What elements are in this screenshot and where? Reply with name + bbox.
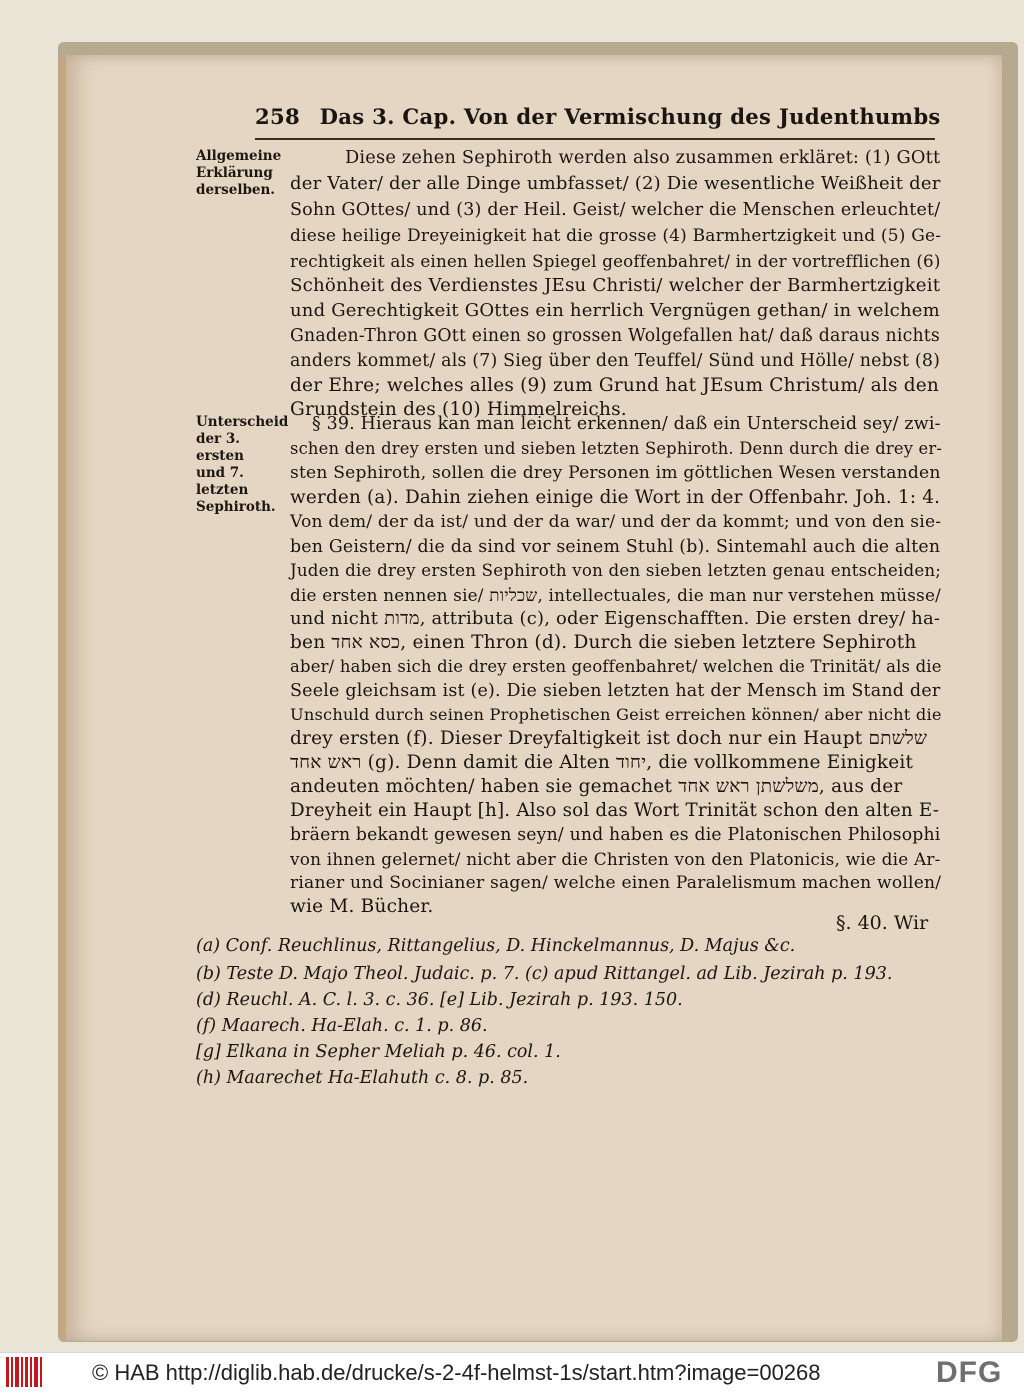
body-line: ראש אחד (g). Denn damit die Alten יחוד, die vollkommene Einigkeit: [290, 752, 914, 773]
body-line: Unschuld durch seinen Prophetischen Geist erreichen können/ aber nicht die: [290, 705, 942, 724]
body-line: der Vater/ der alle Dinge umbfasset/ (2) Die wesentliche Weißheit der: [290, 173, 941, 194]
body-line: von ihnen gelernet/ nicht aber die Christen von den Platonicis, wie die Ar-: [290, 849, 941, 869]
body-line: der Ehre; welches alles (9) zum Grund hat JEsum Christum/ als den: [290, 375, 940, 396]
page-number: 258: [255, 104, 300, 129]
footnote: (d) Reuchl. A. C. l. 3. c. 36. [e] Lib. Jezirah p. 193. 150.: [196, 990, 683, 1010]
margin-note-difference: [196, 414, 288, 516]
body-line: und nicht מדות, attributa (c), oder Eigenschafften. Die ersten drey/ ha-: [290, 608, 941, 629]
copyright-link[interactable]: © HAB http://diglib.hab.de/drucke/s-2-4f-helmst-1s/start.htm?image=00268: [92, 1360, 821, 1385]
running-header: [255, 104, 941, 140]
body-line: Diese zehen Sephiroth werden also zusammen erkläret: (1) GOtt: [345, 148, 941, 168]
footnote: (f) Maarech. Ha-Elah. c. 1. p. 86.: [196, 1016, 488, 1036]
footnote: (h) Maarechet Ha-Elahuth c. 8. p. 85.: [196, 1068, 529, 1088]
body-line: drey ersten (f). Dieser Dreyfaltigkeit ist doch nur ein Haupt שלשתם: [290, 728, 928, 749]
body-line: und Gerechtigkeit GOttes ein herrlich Vergnügen gethan/ in welchem: [290, 300, 940, 321]
body-line: Schönheit des Verdienstes JEsu Christi/ welcher der Barmhertzigkeit: [290, 275, 941, 296]
body-line: ben Geistern/ die da sind vor seinem Stuhl (b). Sintemahl auch die alten: [290, 537, 941, 557]
body-line: aber/ haben sich die drey ersten geoffenbahret/ welchen die Trinität/ als die: [290, 657, 942, 676]
body-line: rechtigkeit als einen hellen Spiegel geoffenbahret/ in der vortrefflichen (6): [290, 251, 941, 271]
margin-note-general: [196, 148, 288, 199]
body-line: diese heilige Dreyeinigkeit hat die grosse (4) Barmhertzigkeit und (5) Ge-: [290, 226, 942, 246]
dfg-logo: DFG: [936, 1356, 1003, 1389]
margin-note-line: der 3. ersten: [196, 431, 244, 464]
body-line: anders kommet/ als (7) Sieg über den Teuffel/ Sünd und Hölle/ nebst (8): [290, 351, 941, 371]
body-line: Dreyheit ein Haupt [h]. Also sol das Wort Trinität schon den alten E-: [290, 800, 940, 821]
body-line: andeuten möchten/ haben sie gemachet משלשתן ראש אחד, aus der: [290, 776, 903, 797]
hab-logo-icon: [6, 1357, 42, 1387]
footnote: [g] Elkana in Sepher Meliah p. 46. col. 1.: [196, 1042, 561, 1062]
body-line: bräern bekandt gewesen seyn/ und haben es die Platonischen Philosophi: [290, 825, 941, 845]
margin-note-line: Erklärung: [196, 165, 273, 181]
body-line: schen den drey ersten und sieben letzten Sephiroth. Denn durch die drey er-: [290, 439, 943, 458]
body-line: sten Sephiroth, sollen die drey Personen im göttlichen Wesen verstanden: [290, 463, 941, 483]
body-line: ben כסא אחד, einen Thron (d). Durch die sieben letztere Sephiroth: [290, 632, 917, 653]
body-line: Sohn GOttes/ und (3) der Heil. Geist/ welcher die Menschen erleuchtet/: [290, 200, 941, 220]
margin-note-line: Allgemeine: [196, 148, 282, 164]
footnote: (a) Conf. Reuchlinus, Rittangelius, D. Hinckelmannus, D. Majus &c.: [196, 936, 796, 956]
body-line: Gnaden-Thron GOtt einen so grossen Wolgefallen hat/ daß daraus nichts: [290, 326, 940, 346]
body-line: wie M. Bücher.: [290, 896, 434, 917]
body-line: Grundstein des (10) Himmelreichs.: [290, 399, 627, 420]
margin-note-line: und 7. letzten: [196, 465, 249, 498]
body-line: § 39. Hieraus kan man leicht erkennen/ daß ein Unterscheid sey/ zwi-: [312, 414, 941, 434]
margin-note-line: Sephiroth.: [196, 499, 276, 515]
body-line: rianer und Socinianer sagen/ welche einen Paralelismum machen wollen/: [290, 873, 942, 893]
body-line: die ersten nennen sie/ שכליות, intellectuales, die man nur verstehen müsse/: [290, 585, 941, 605]
body-line: werden (a). Dahin ziehen einige die Wort in der Offenbahr. Joh. 1: 4.: [290, 487, 941, 508]
body-line: Seele gleichsam ist (e). Die sieben letzten hat der Mensch im Stand der: [290, 681, 941, 701]
margin-note-line: derselben.: [196, 182, 276, 198]
header-rule: [255, 138, 935, 140]
body-line: Juden die drey ersten Sephiroth von den sieben letzten genau entscheiden;: [290, 561, 942, 580]
footnote: (b) Teste D. Majo Theol. Judaic. p. 7. (c) apud Rittangel. ad Lib. Jezirah p. 193.: [196, 964, 893, 984]
running-title: Das 3. Cap. Von der Vermischung des Judenthumbs: [319, 104, 941, 129]
catchword: §. 40. Wir: [836, 912, 929, 934]
body-line: Von dem/ der da ist/ und der da war/ und der da kommt; und von den sie-: [290, 512, 942, 532]
margin-note-line: Unterscheid: [196, 414, 289, 430]
